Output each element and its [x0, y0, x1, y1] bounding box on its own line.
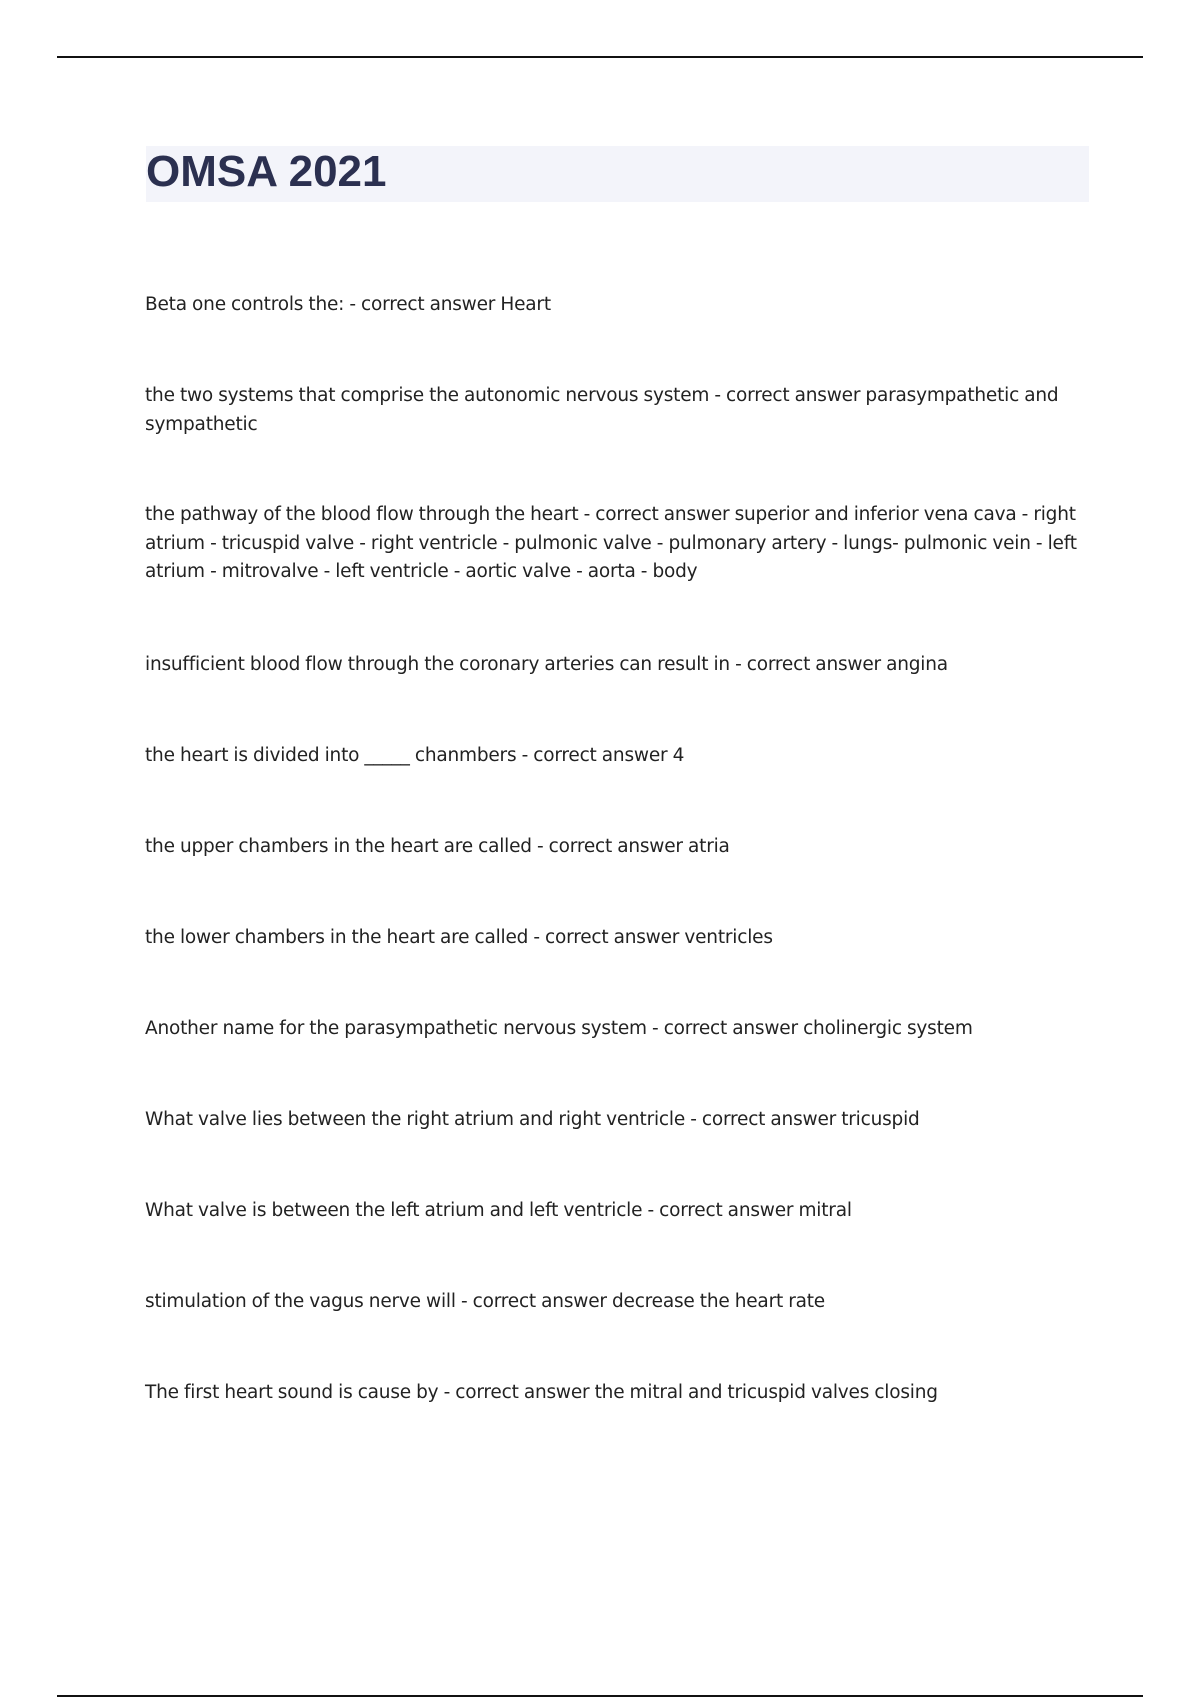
qa-item: the heart is divided into _____ chanmbers - correct answer 4	[145, 745, 685, 766]
page-title: OMSA 2021	[146, 147, 387, 196]
bottom-rule	[57, 1695, 1143, 1697]
qa-item: What valve lies between the right atrium and right ventricle - correct answer tricuspid	[145, 1109, 920, 1130]
qa-item: the pathway of the blood flow through the heart - correct answer superior and inferior vena cava - right atrium - tricuspid valve - right ventricle - pulmonic valve - pulmonary artery - lungs- pulmonic vein - left atrium - mitrovalve - left ventricle - aortic valve - aorta - body	[145, 504, 1077, 582]
qa-item: the upper chambers in the heart are called - correct answer atria	[145, 836, 730, 857]
qa-item: stimulation of the vagus nerve will - correct answer decrease the heart rate	[145, 1291, 825, 1312]
qa-item: insufficient blood flow through the coronary arteries can result in - correct answer angina	[145, 654, 948, 675]
qa-item: the two systems that comprise the autonomic nervous system - correct answer parasympathetic and sympathetic	[145, 385, 1059, 435]
qa-item: What valve is between the left atrium and left ventricle - correct answer mitral	[145, 1200, 852, 1221]
qa-item: The first heart sound is cause by - correct answer the mitral and tricuspid valves closing	[145, 1382, 938, 1403]
qa-item: Another name for the parasympathetic nervous system - correct answer cholinergic system	[145, 1018, 973, 1039]
top-rule	[57, 56, 1143, 58]
qa-item: Beta one controls the: - correct answer Heart	[145, 294, 551, 315]
qa-item: the lower chambers in the heart are called - correct answer ventricles	[145, 927, 773, 948]
